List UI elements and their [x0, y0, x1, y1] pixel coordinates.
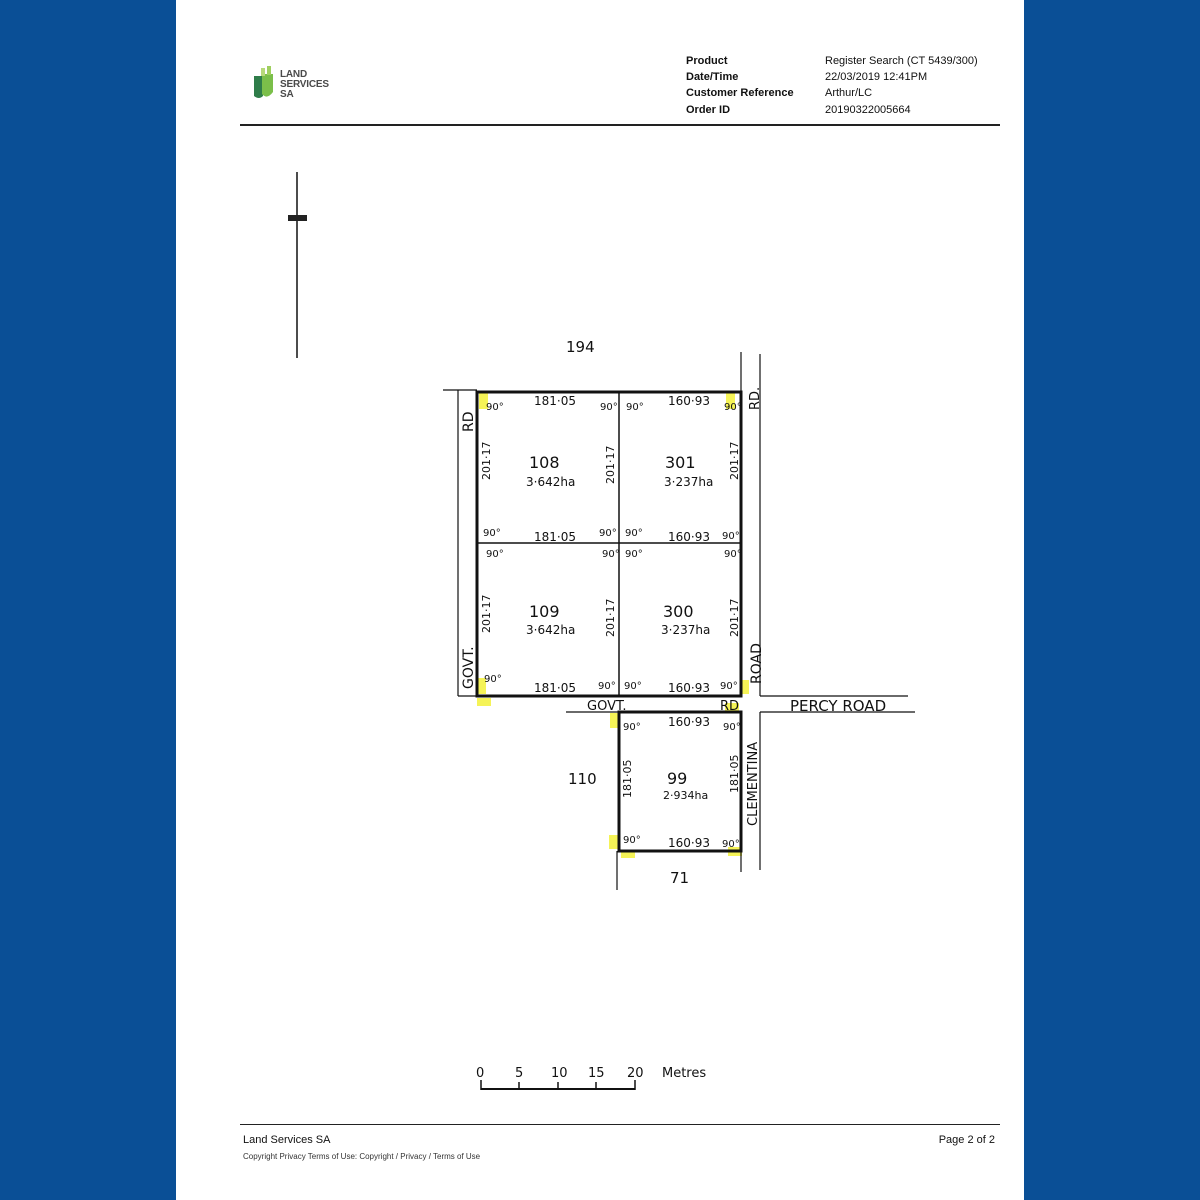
dimension-label: 201·17: [480, 441, 493, 480]
scale-bar: [476, 1066, 706, 1090]
angle-label: 90°: [720, 681, 738, 692]
meta-value-datetime: 22/03/2019 12:41PM: [825, 71, 928, 83]
scale-tick-label: 0: [476, 1066, 485, 1081]
peg-highlight: [477, 698, 491, 706]
road-label-left-govt: GOVT.: [461, 646, 477, 689]
dimension-label: 201·17: [604, 445, 617, 484]
road-label-left-rd: RD: [461, 411, 477, 432]
dimension-label: 160·93: [668, 530, 710, 544]
footer-copyright-links[interactable]: Copyright Privacy Terms of Use: Copyright / Privacy / Terms of Use: [243, 1152, 481, 1161]
angle-label: 90°: [599, 528, 617, 539]
angle-label: 90°: [722, 839, 740, 850]
vertical-dimensions: [480, 442, 741, 799]
meta-label-order-id: Order ID: [686, 104, 731, 116]
lot-area-109: 3·642ha: [526, 623, 576, 637]
scale-tick-label: 15: [588, 1066, 605, 1081]
angle-label: 90°: [623, 722, 641, 733]
road-label-road: ROAD: [749, 643, 765, 684]
meta-label-datetime: Date/Time: [686, 71, 739, 83]
road-label-bottom-govt: GOVT.: [587, 699, 627, 714]
meta-value-order-id: 20190322005664: [825, 104, 911, 116]
meta-label-product: Product: [686, 55, 728, 67]
road-lines: [443, 352, 915, 890]
page-number: Page 2 of 2: [938, 1134, 995, 1146]
angle-label: 90°: [625, 528, 643, 539]
angle-label: 90°: [598, 681, 616, 692]
meta-value-product: Register Search (CT 5439/300): [825, 55, 978, 67]
dimension-label: 160·93: [668, 681, 710, 695]
angle-label: 90°: [484, 674, 502, 685]
angle-label: 90°: [626, 402, 644, 413]
angle-label: 90°: [623, 835, 641, 846]
lot-area-301: 3·237ha: [664, 475, 714, 489]
lot-area-300: 3·237ha: [661, 623, 711, 637]
footer-organisation: Land Services SA: [243, 1134, 331, 1146]
footer-divider: [240, 1124, 1000, 1125]
dimension-label: 201·17: [604, 598, 617, 637]
meta-value-customer-ref: Arthur/LC: [825, 87, 873, 99]
scale-tick-label: 5: [515, 1066, 524, 1081]
adjacent-lot-north: 194: [566, 338, 595, 356]
scale-tick-label: 10: [551, 1066, 568, 1081]
meta-label-customer-ref: Customer Reference: [686, 87, 794, 99]
north-arrow-marker: [288, 215, 307, 221]
lot-number-109: 109: [529, 602, 560, 621]
angle-label: 90°: [624, 681, 642, 692]
road-label-bottom-rd: RD: [720, 699, 740, 714]
angle-label: 90°: [483, 528, 501, 539]
angle-label: 90°: [600, 402, 618, 413]
angle-label: 90°: [625, 549, 643, 560]
road-label-clementina: CLEMENTINA: [746, 741, 761, 826]
dimension-label: 160·93: [668, 836, 710, 850]
angle-label: 90°: [723, 722, 741, 733]
dimension-label: 181·05: [534, 530, 576, 544]
adjacent-lot-south: 71: [670, 869, 690, 887]
lot-area-99: 2·934ha: [663, 789, 709, 802]
road-label-right-rd: RD.: [748, 386, 763, 410]
lot-number-300: 300: [663, 602, 694, 621]
dimension-label: 201·17: [728, 598, 741, 637]
dimension-label: 160·93: [668, 394, 710, 408]
angle-label: 90°: [486, 402, 504, 413]
scale-unit-label: Metres: [662, 1066, 707, 1081]
brand-line-2: SERVICES: [280, 79, 329, 90]
brand-line-1: LAND: [280, 69, 307, 80]
dimension-label: 160·93: [668, 715, 710, 729]
adjacent-lot-west: 110: [568, 770, 597, 788]
dimension-label: 181·05: [534, 681, 576, 695]
angle-label: 90°: [602, 549, 620, 560]
dimension-label: 181·05: [728, 754, 741, 793]
brand-line-3: SA: [280, 89, 294, 100]
road-label-percy-road: PERCY ROAD: [790, 697, 887, 715]
lot-number-99: 99: [667, 769, 688, 788]
dimension-label: 201·17: [480, 594, 493, 633]
peg-highlight: [609, 835, 618, 849]
angle-label: 90°: [724, 549, 742, 560]
angle-label: 90°: [722, 531, 740, 542]
angle-label: 90°: [724, 402, 742, 413]
lot-number-108: 108: [529, 453, 560, 472]
dimension-label: 201·17: [728, 441, 741, 480]
lot-number-301: 301: [665, 453, 696, 472]
lot-area-108: 3·642ha: [526, 475, 576, 489]
dimension-label: 181·05: [534, 394, 576, 408]
scale-tick-label: 20: [627, 1066, 644, 1081]
dimension-label: 181·05: [621, 759, 634, 798]
angle-label: 90°: [486, 549, 504, 560]
